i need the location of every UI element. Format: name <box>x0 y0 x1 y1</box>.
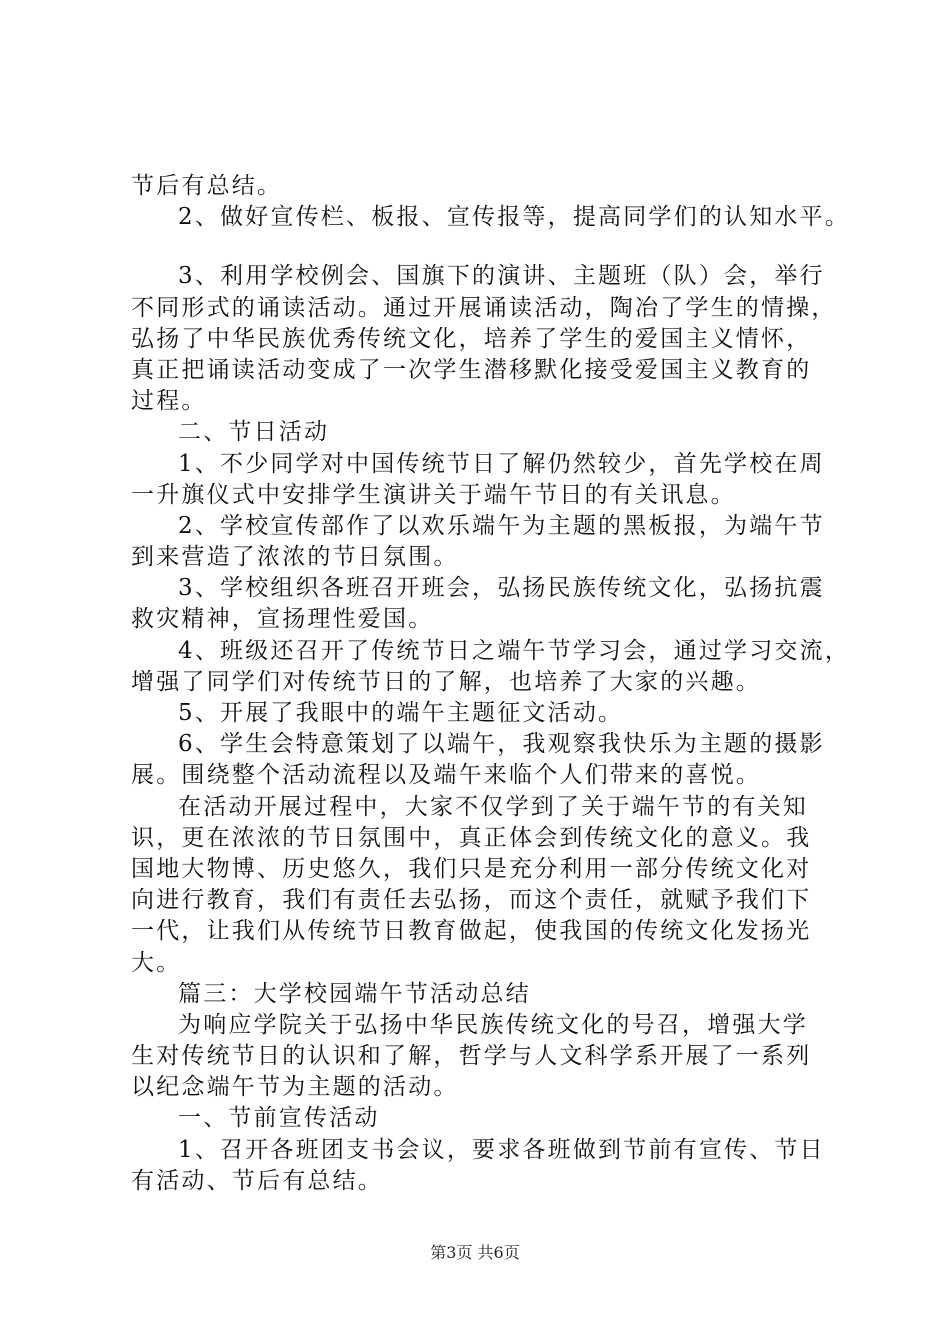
section-heading: 二、节日活动 <box>178 419 330 446</box>
text-line: 真正把诵读活动变成了一次学生潜移默化接受爱国主义教育的 <box>131 356 812 383</box>
page-number: 第3页 共6页 <box>430 1243 520 1262</box>
text-line: 1、不少同学对中国传统节日了解仍然较少，首先学校在周 <box>178 450 825 477</box>
text-line: 国地大物博、历史悠久，我们只是充分利用一部分传统文化对 <box>131 855 812 882</box>
text-line: 以纪念端午节为主题的活动。 <box>131 1074 459 1101</box>
text-line: 6、学生会特意策划了以端午，我观察我快乐为主题的摄影 <box>178 731 825 758</box>
text-line: 生对传统节日的认识和了解，哲学与人文科学系开展了一系列 <box>131 1043 812 1070</box>
section-heading: 篇三：大学校园端午节活动总结 <box>178 980 531 1007</box>
text-line: 4、班级还召开了传统节日之端午节学习会，通过学习交流， <box>178 637 851 664</box>
text-line: 节后有总结。 <box>131 173 283 199</box>
text-line: 不同形式的诵读活动。通过开展诵读活动，陶冶了学生的情操， <box>131 294 837 321</box>
text-line: 过程。 <box>131 388 207 415</box>
text-line: 增强了同学们对传统节日的了解，也培养了大家的兴趣。 <box>131 668 761 695</box>
document-body <box>131 171 851 1197</box>
text-line: 2、学校宣传部作了以欢乐端午为主题的黑板报，为端午节 <box>178 512 825 539</box>
text-line: 为响应学院关于弘扬中华民族传统文化的号召，增强大学 <box>178 1011 808 1038</box>
text-line: 5、开展了我眼中的端午主题征文活动。 <box>178 700 624 726</box>
text-line: 弘扬了中华民族优秀传统文化，培养了学生的爱国主义情怀， <box>131 325 812 352</box>
text-line: 一代，让我们从传统节日教育做起，使我国的传统文化发扬光 <box>131 918 812 945</box>
text-line: 展。围绕整个活动流程以及端午来临个人们带来的喜悦。 <box>131 762 761 789</box>
text-line: 向进行教育，我们有责任去弘扬，而这个责任，就赋予我们下 <box>131 887 812 914</box>
text-line: 一升旗仪式中安排学生演讲关于端午节日的有关讯息。 <box>131 481 736 508</box>
text-line: 有活动、节后有总结。 <box>131 1167 383 1194</box>
text-line: 大。 <box>131 949 182 976</box>
text-line: 1、召开各班团支书会议，要求各班做到节前有宣传、节日 <box>178 1136 825 1163</box>
text-line: 2、做好宣传栏、板报、宣传报等，提高同学们的认知水平。 <box>178 204 851 231</box>
text-line: 识，更在浓浓的节日氛围中，真正体会到传统文化的意义。我 <box>131 824 812 851</box>
text-line: 救灾精神，宣扬理性爱国。 <box>131 606 434 633</box>
text-line: 到来营造了浓浓的节日氛围。 <box>131 544 459 571</box>
text-line: 3、学校组织各班召开班会，弘扬民族传统文化，弘扬抗震 <box>178 575 825 602</box>
section-heading: 一、节前宣传活动 <box>178 1105 380 1132</box>
text-line: 在活动开展过程中，大家不仅学到了关于端午节的有关知 <box>178 793 808 820</box>
text-line: 3、利用学校例会、国旗下的演讲、主题班（队）会，举行 <box>178 263 825 290</box>
